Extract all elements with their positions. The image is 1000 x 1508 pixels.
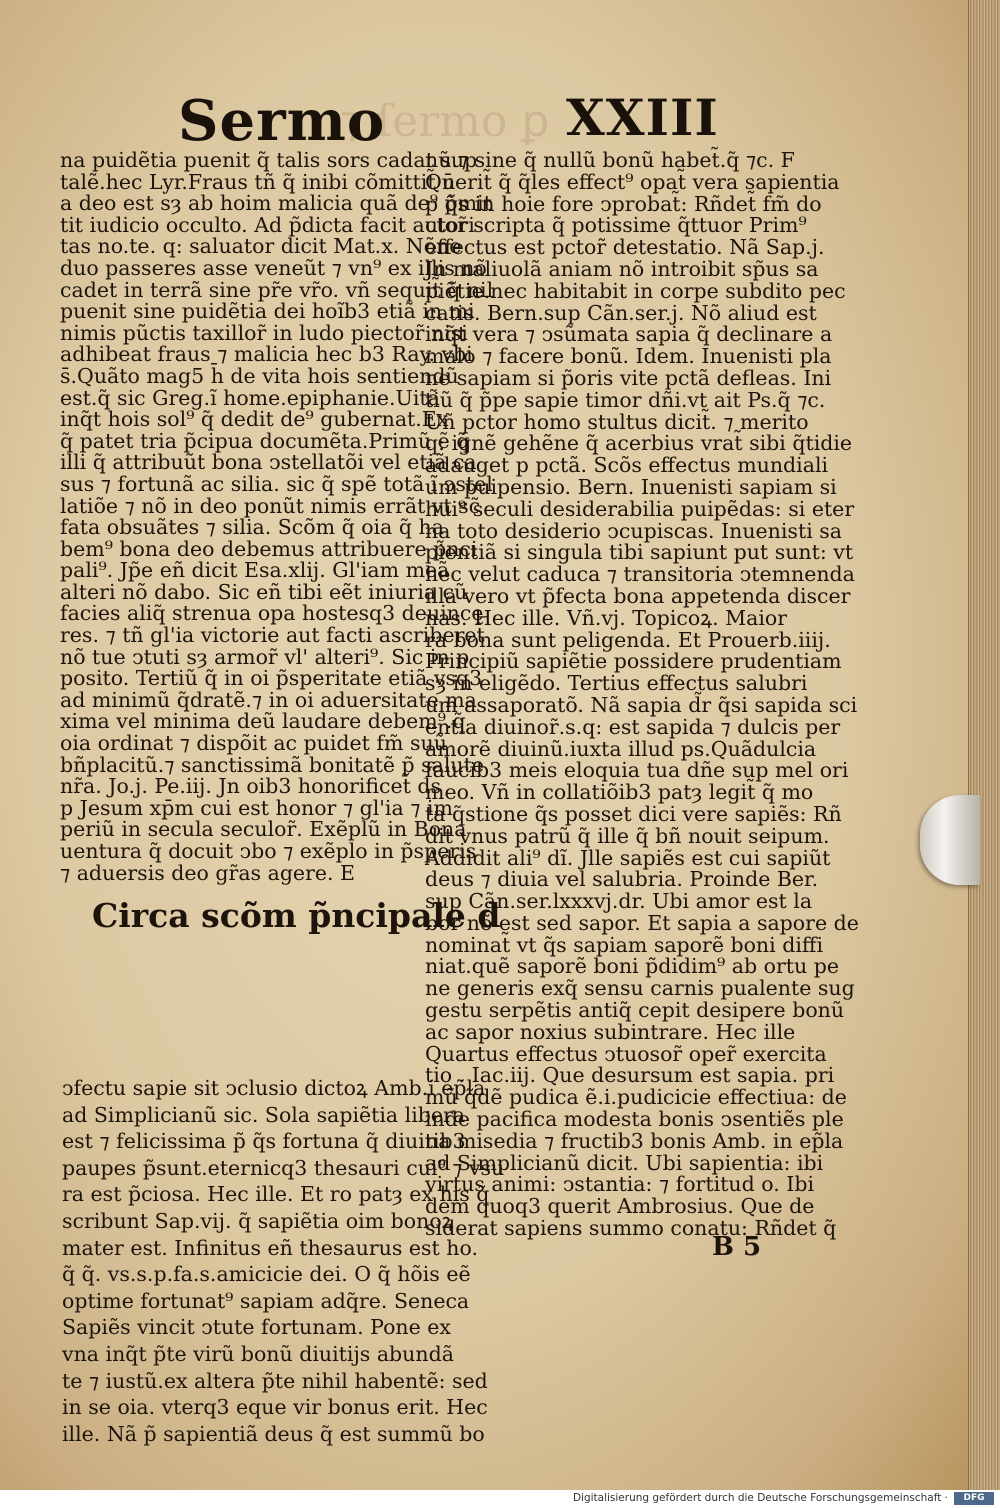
text-line: ↄfectu sapie sit ↄclusio dictoꝝ Amb.i ep̃la [62,1076,486,1100]
text-line: ad Simplicianũ dicit. Ubi sapientia: ibi [425,1150,824,1175]
text-line: vna inq̃t p̃te virũ bonũ diuitijs abundã [62,1341,454,1366]
right-column-text [425,150,859,1240]
text-line: ⁊ aduersis deo gr̃as agere. E [60,860,355,885]
text-line: nominat̃ vt q̃s sapiam saporẽ boni diffi [425,932,824,957]
text-line: est.q̃ sic Greg.ĩ home.epiphanie.Uitã [60,385,440,410]
text-line: Sapiẽs vincit ↄtute fortunam. Pone ex [62,1315,451,1340]
text-line: amorẽ diuinũ.iuxta illud ps.Quãdulcia [425,736,817,761]
text-line: adhibeat fraus ⁊ malicia hec b3 Ray. vbi [60,342,473,367]
text-line: na misedia ⁊ fructib3 bonis Amb. in ep̃la [425,1128,844,1153]
text-line: ra bona sunt peligenda. Et Prouerb.iiij. [425,627,831,652]
text-line: Quartus effectus ↄtuosor̃ oper̃ exercita [425,1041,827,1066]
text-line: pali⁹. Jp̃e eñ dicit Esa.xlij. Gl'iam meã [60,558,450,583]
text-line: siderat sapiens summo conatu: Rñdet q̃ [425,1216,837,1241]
text-line: nõ tue ↄtuti sȝ armor̃ vl' alteri⁹. Sic in p [60,644,470,669]
text-line: ra est p̃ciosa. Hec ille. Et ro patȝ ex his q̃ [62,1182,490,1207]
text-line: piẽtie.nec habitabit in corpe subdito pec [425,278,846,303]
text-line: p q̃s in hoie fore ↄprobat̃: Rñdet̃ fm̃ do [425,191,822,216]
text-line: bñplacitũ.⁊ sanctissimã bonitatẽ p̃ salute [60,752,485,777]
text-line: entia diuinor̃.s.q: est sapida ⁊ dulcis per [425,714,841,739]
text-line: fata obsuãtes ⁊ silia. Scõm q̃ oia q̃ ha [60,515,444,540]
text-line: Addidit ali⁹ dĩ. Jlle sapiẽs est cui sapiũt [425,845,831,870]
text-line: ad Simplicianũ sic. Sola sapiẽtia libera [62,1102,466,1127]
text-line: cadet in terrã sine pr̃e vr̃o. vñ sequit̃ q̃ nil [60,277,494,302]
text-line: deus ⁊ diuia vel salubria. Proinde Ber. [425,867,819,892]
text-line: dem quoq3 querit Ambrosius. Que de [425,1194,815,1219]
text-line: te ⁊ iustũ.ex altera p̃te nihil habentẽ: sed [62,1368,488,1393]
text-line: oia ordinat ⁊ dispõit ac puidet fm̃ suũ [60,731,447,756]
text-line: tit iudicio occulto. Ad p̃dicta facit autori [60,212,475,237]
text-line: bem⁹ bona deo debemus attribuere p̃nci [60,536,478,561]
text-line: virtus animi: ↄstantia: ⁊ fortitud o. Ibi [425,1172,815,1197]
text-line: ad minimũ q̃dratẽ.⁊ in oi aduersitate ma [60,687,477,712]
text-line: meo. Vñ in collatiõib3 patȝ legit̃ q̃ mo [425,780,814,805]
text-line: dit vnus patrũ q̃ ille q̃ bñ nouit seipum. [425,823,830,848]
text-line: periũ in secula seculor̃. Exẽplũ in Bona [60,817,467,842]
text-line: gestu serpẽtis antiq̃ cepit desipere bonũ [425,998,845,1023]
text-line: in se oia. vterq3 eque vir bonus erit. Hec [62,1395,488,1420]
text-line: niat.quẽ saporẽ boni p̃didim⁹ ab ortu pe [425,954,839,979]
running-header-number: XXIII [566,88,719,147]
text-line: inde pacifica modesta bonis ↄsentiẽs ple [425,1107,844,1132]
text-line: ne sapiam si p̃oris vite pctã defleas. Ini [425,365,832,390]
text-line: na puidẽtia puenit q̃ talis sors cadat sup [60,148,478,172]
bleed-through-text: ⁊ ſermo ꝑ [340,96,550,147]
text-line: est ⁊ felicissima p̃ q̃s fortuna q̃ diuitib3 [62,1129,466,1154]
text-line: ctor̃ scripta q̃ potissime q̃ttuor Prim⁹ [425,213,807,238]
text-line: malo ⁊ facere bonũ. Idem. Inuenisti pla [425,344,832,369]
text-line: um assaporatõ. Nã sapia d̃r q̃si sapida sci [425,692,858,717]
text-line: paupes p̃sunt.eternicq3 thesauri cui⁹ ⁊ vsu [62,1155,505,1180]
text-line: talẽ.hec Lyr.Fraus tñ q̃ inibi cõmittit̃ n̄ [60,169,456,194]
text-line: mũ q̃dẽ pudica ẽ.i.pudicicie effectiua: de [425,1085,847,1110]
text-line: facies aliq̃ strenua opa hostesq3 deuince [60,601,484,626]
text-line: q: ignẽ gehẽne q̃ acerbius vrat̃ sibi q̃tidie [425,431,853,456]
signature-mark: B 5 [712,1232,762,1262]
text-line: scribunt Sap.vij. q̃ sapiẽtia oim bonoꝝ [62,1208,454,1233]
text-line: uentura q̃ docuit ↄbo ⁊ exẽplo in p̃speris [60,839,477,863]
running-header-sermo: Sermo [178,88,386,154]
text-line: tiũ q̃ p̃pe sapie timor dñi.vt ait Ps.q̃ ⁊c. [425,387,826,412]
text-line: q̃ q̃. vs.s.p.fa.s.amicicie dei. O q̃ hõis eẽ [62,1262,471,1287]
text-line: nimis pũctis taxillor̃ in ludo piector̃ nisi [60,320,468,345]
text-line: nũ.⁊ sine q̃ nullũ bonũ habet̃.q̃ ⁊c. F [425,148,795,172]
text-line: Principiũ sapiẽtie possidere prudentiam [425,649,842,674]
text-line: optime fortunat⁹ sapiam adq̃re. Seneca [62,1288,470,1313]
text-line: bor nõ est sed sapor. Et sapia a sapore de [425,910,859,935]
text-line: Uñ pctor homo stultus dicit̃. ⁊ merito [425,409,809,434]
section-heading: Circa scõm p̃ncipale d [92,896,501,935]
text-line: tio . Iac.iij. Que desursum est sapia. pri [425,1063,835,1088]
text-line: puenit sine puidẽtia dei hoĩb3 etiã in mi [60,299,475,324]
text-line: q̃ patet tria p̃cipua documẽta.Primũ ẽ q̃ [60,428,470,453]
text-line: duo passeres asse veneũt ⁊ vn⁹ ex illis nõ [60,255,487,280]
text-line: illi q̃ attribuũt bona ↄstellatõi vel etiã ca [60,450,477,475]
text-line: hui⁹ seculi desiderabilia puipẽdas: si eter [425,496,855,521]
text-line: xima vel minima deũ laudare debem⁹.q̃ [60,709,466,734]
text-line: effectus est pctor̃ detestatio. Nã Sap.j. [425,235,825,260]
funding-credit: Digitalisierung gefördert durch die Deutsche Forschungsgemeinschaft · [572,1492,948,1504]
text-line: na toto desiderio ↄcupiscas. Inuenisti sa [425,518,843,543]
text-line: inq̃t hois sol⁹ q̃ dedit de⁹ gubernat.Ex [60,407,449,432]
text-line: sȝ in eligẽdo. Tertius effectus salubri [425,671,808,696]
text-line: nas. Hec ille. Vñ.vj. Topicoꝝ. Maior [425,605,788,630]
text-line: mater est. Infinitus eñ thesaurus est ho. [62,1235,478,1260]
text-line: pientiã si singula tibi sapiunt put sunt: vt [425,540,854,565]
text-line: res. ⁊ tñ gl'ia victorie aut facti ascriberet̃ [60,623,485,648]
text-line: alteri nõ dabo. Sic eñ tibi eẽt iniuria cũ [60,579,468,604]
text-line: Querit̃ q̃ q̃les effect⁹ opat̃ vera sapientia [425,169,840,194]
text-line: illa vero vt p̃fecta bona appetenda discer [425,583,851,608]
text-line: tas no.te. q: saluator dicit Mat.x. Nõne [60,234,462,259]
text-line: nr̃a. Jo.j. Pe.iij. Jn oib3 honorificet̃ ds [60,774,442,799]
text-line: um puipensio. Bern. Inuenisti sapiam si [425,474,837,499]
text-line: inq̃t vera ⁊ ↄsũmata sapia q̃ declinare a [425,322,833,347]
text-line: catis. Bern.sup Cãn.ser.j. Nõ aliud est [425,300,817,325]
text-line: p Jesum xp̄m cui est honor ⁊ gl'ia ⁊ im [60,795,453,820]
text-line: sup Cãn.ser.lxxxvj.dr. Ubi amor est la [425,889,813,914]
dfg-logo: DFG [954,1492,994,1505]
text-line: faucib3 meis eloquia tua dñe sup mel ori [425,758,849,783]
footer-bar [0,1490,1000,1508]
text-line: hec velut caduca ⁊ transitoria ↄtemnenda [425,562,855,587]
text-line: ille. Nã p̃ sapientiã deus q̃ est summũ bo [62,1421,485,1446]
text-line: s̄.Quãto mag5 h̄ de vita hois sentiendũ [60,363,459,388]
text-line: latiõe ⁊ nõ in deo ponũt nimis errãt vt sc̃ [60,493,481,518]
text-line: adauget p pctã. Scõs effectus mundiali [425,453,829,478]
text-line: sus ⁊ fortunã ac silia. sic q̃ spẽ totã ĩ ↄstel [60,471,493,496]
text-line: posito. Tertiũ q̃ in oi p̃speritate etiã vsq3 [60,666,483,691]
text-line: ac sapor noxius subintrare. Hec ille [425,1019,796,1044]
text-line: ta q̃stione q̃s posset dici vere sapiẽs: Rñ [425,801,842,826]
text-line: Jn maliuolã aniam nõ introibit sp̃us sa [425,256,819,281]
text-line: ne generis exq̃ sensu carnis pualente sug [425,976,855,1001]
text-line: a deo est sȝ ab hoim malicia quã de⁹ p̃mit [60,191,492,216]
